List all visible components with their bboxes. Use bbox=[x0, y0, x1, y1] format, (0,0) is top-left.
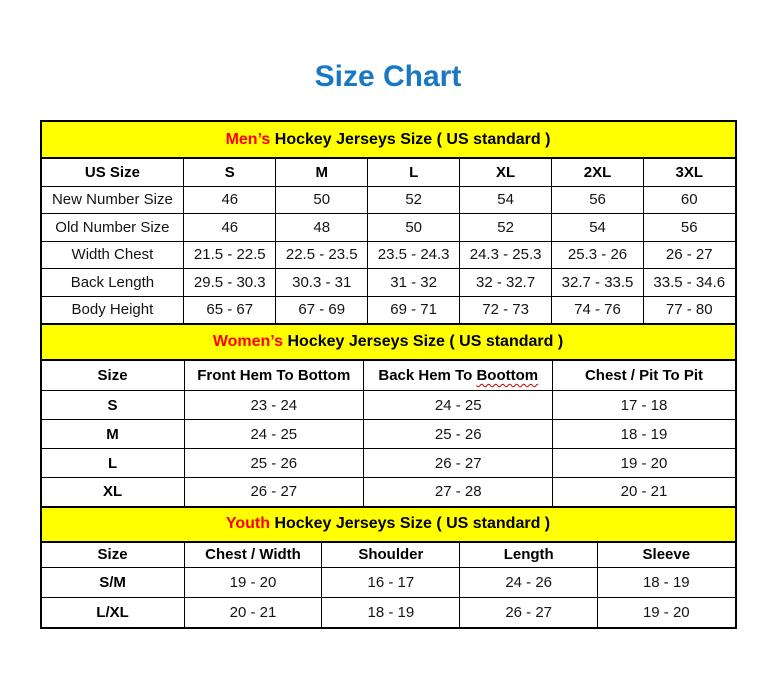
size-value-cell: 24 - 25 bbox=[184, 420, 363, 449]
size-value-cell: 26 - 27 bbox=[184, 478, 363, 507]
page-title: Size Chart bbox=[314, 60, 462, 93]
column-header-row bbox=[41, 360, 736, 391]
table-row bbox=[41, 568, 736, 598]
caption-highlight: Youth bbox=[225, 515, 270, 532]
column-header: L bbox=[368, 158, 460, 186]
row-label: Body Height bbox=[41, 296, 184, 324]
size-value-cell: 19 - 20 bbox=[184, 568, 322, 598]
size-value-cell: 24 - 26 bbox=[460, 568, 598, 598]
table-caption-youth bbox=[41, 507, 736, 542]
size-value-cell: 32.7 - 33.5 bbox=[552, 269, 644, 297]
misspelled-word: Boottom bbox=[476, 366, 539, 384]
size-value-cell: 25 - 26 bbox=[184, 449, 363, 478]
size-chart-tables bbox=[40, 120, 737, 629]
size-table-men bbox=[40, 120, 737, 325]
size-value-cell: 22.5 - 23.5 bbox=[276, 241, 368, 269]
size-value-cell: 52 bbox=[460, 214, 552, 242]
row-label: M bbox=[41, 420, 185, 449]
column-header: US Size bbox=[41, 158, 184, 186]
column-header: Size bbox=[41, 542, 185, 568]
table-caption-row-women bbox=[41, 324, 736, 360]
table-row bbox=[41, 241, 736, 269]
size-value-cell: 46 bbox=[184, 186, 276, 214]
size-value-cell: 16 - 17 bbox=[322, 568, 460, 598]
column-header: XL bbox=[460, 158, 552, 186]
caption-text: Hockey Jerseys Size ( US standard ) bbox=[270, 130, 551, 148]
size-value-cell: 23.5 - 24.3 bbox=[368, 241, 460, 269]
table-caption-row-men bbox=[41, 121, 736, 158]
row-label: L/XL bbox=[41, 598, 185, 628]
row-label: Old Number Size bbox=[41, 214, 184, 242]
size-value-cell: 50 bbox=[276, 186, 368, 214]
size-value-cell: 20 - 21 bbox=[553, 478, 736, 507]
size-value-cell: 19 - 20 bbox=[553, 449, 736, 478]
size-value-cell: 26 - 27 bbox=[460, 598, 598, 628]
table-caption-row-youth bbox=[41, 507, 736, 542]
size-value-cell: 65 - 67 bbox=[184, 296, 276, 324]
size-value-cell: 27 - 28 bbox=[364, 478, 553, 507]
size-table-women bbox=[40, 323, 737, 508]
size-value-cell: 24 - 25 bbox=[364, 391, 553, 420]
column-header: S bbox=[184, 158, 276, 186]
size-value-cell: 48 bbox=[276, 214, 368, 242]
row-label: New Number Size bbox=[41, 186, 184, 214]
table-row bbox=[41, 449, 736, 478]
size-value-cell: 31 - 32 bbox=[368, 269, 460, 297]
column-header-text: Back Hem To bbox=[378, 366, 477, 384]
table-caption-men bbox=[41, 121, 736, 158]
size-value-cell: 69 - 71 bbox=[368, 296, 460, 324]
size-value-cell: 21.5 - 22.5 bbox=[184, 241, 276, 269]
table-row bbox=[41, 296, 736, 324]
column-header: Chest / Pit To Pit bbox=[553, 360, 736, 391]
column-header: Sleeve bbox=[598, 542, 736, 568]
size-table-youth bbox=[40, 506, 737, 629]
caption-text: Hockey Jerseys Size ( US standard ) bbox=[283, 332, 564, 350]
size-value-cell: 33.5 - 34.6 bbox=[644, 269, 736, 297]
size-value-cell: 19 - 20 bbox=[598, 598, 736, 628]
size-value-cell: 18 - 19 bbox=[322, 598, 460, 628]
size-value-cell: 30.3 - 31 bbox=[276, 269, 368, 297]
size-value-cell: 50 bbox=[368, 214, 460, 242]
row-label: Back Length bbox=[41, 269, 184, 297]
table-row bbox=[41, 598, 736, 628]
size-value-cell: 25 - 26 bbox=[364, 420, 553, 449]
row-label: S/M bbox=[41, 568, 185, 598]
table-row bbox=[41, 186, 736, 214]
row-label: S bbox=[41, 391, 185, 420]
size-value-cell: 32 - 32.7 bbox=[460, 269, 552, 297]
table-row bbox=[41, 391, 736, 420]
size-value-cell: 72 - 73 bbox=[460, 296, 552, 324]
size-value-cell: 54 bbox=[460, 186, 552, 214]
column-header: Shoulder bbox=[322, 542, 460, 568]
column-header: 2XL bbox=[552, 158, 644, 186]
size-value-cell: 17 - 18 bbox=[553, 391, 736, 420]
column-header: Length bbox=[460, 542, 598, 568]
table-row bbox=[41, 420, 736, 449]
size-value-cell: 18 - 19 bbox=[598, 568, 736, 598]
column-header: Front Hem To Bottom bbox=[184, 360, 363, 391]
column-header: M bbox=[276, 158, 368, 186]
size-value-cell: 20 - 21 bbox=[184, 598, 322, 628]
size-value-cell: 56 bbox=[552, 186, 644, 214]
size-value-cell: 77 - 80 bbox=[644, 296, 736, 324]
column-header: Size bbox=[41, 360, 185, 391]
size-value-cell: 67 - 69 bbox=[276, 296, 368, 324]
column-header-row bbox=[41, 158, 736, 186]
row-label: XL bbox=[41, 478, 185, 507]
table-row bbox=[41, 214, 736, 242]
size-value-cell: 56 bbox=[644, 214, 736, 242]
size-value-cell: 74 - 76 bbox=[552, 296, 644, 324]
table-row bbox=[41, 269, 736, 297]
column-header bbox=[364, 360, 553, 391]
caption-highlight: Women’s bbox=[212, 332, 284, 350]
size-value-cell: 23 - 24 bbox=[184, 391, 363, 420]
size-value-cell: 60 bbox=[644, 186, 736, 214]
row-label: Width Chest bbox=[41, 241, 184, 269]
column-header: 3XL bbox=[644, 158, 736, 186]
size-value-cell: 24.3 - 25.3 bbox=[460, 241, 552, 269]
column-header-row bbox=[41, 542, 736, 568]
size-value-cell: 54 bbox=[552, 214, 644, 242]
size-value-cell: 26 - 27 bbox=[364, 449, 553, 478]
table-caption-women bbox=[41, 324, 736, 360]
column-header: Chest / Width bbox=[184, 542, 322, 568]
row-label: L bbox=[41, 449, 185, 478]
table-row bbox=[41, 478, 736, 507]
size-value-cell: 25.3 - 26 bbox=[552, 241, 644, 269]
caption-text: Hockey Jerseys Size ( US standard ) bbox=[270, 515, 551, 532]
size-value-cell: 18 - 19 bbox=[553, 420, 736, 449]
size-value-cell: 52 bbox=[368, 186, 460, 214]
size-value-cell: 46 bbox=[184, 214, 276, 242]
size-value-cell: 29.5 - 30.3 bbox=[184, 269, 276, 297]
size-value-cell: 26 - 27 bbox=[644, 241, 736, 269]
caption-highlight: Men’s bbox=[225, 130, 271, 148]
